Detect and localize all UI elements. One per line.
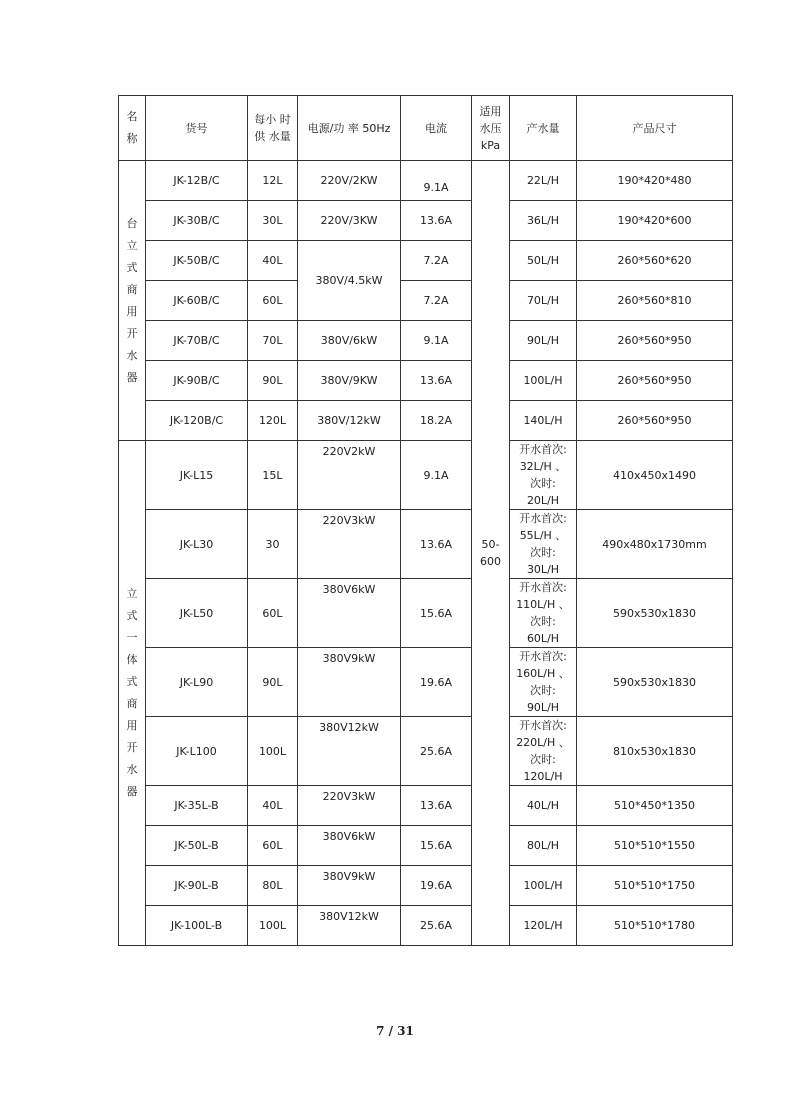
cell-size: 190*420*600 — [577, 201, 733, 241]
cell-output: 120L/H — [510, 906, 577, 946]
table-row — [119, 906, 733, 946]
cell-power: 380V12kW — [298, 717, 401, 786]
table-row — [119, 786, 733, 826]
header-hourly-supply: 每小 时 供 水量 — [248, 96, 298, 161]
table-row — [119, 161, 733, 201]
cell-size: 510*450*1350 — [577, 786, 733, 826]
header-name: 名 称 — [119, 96, 146, 161]
cell-power: 380V/12kW — [298, 401, 401, 441]
cell-model: JK-120B/C — [146, 401, 248, 441]
cell-hourly-supply: 30L — [248, 201, 298, 241]
cell-output: 开水首次: 220L/H 、 次时: 120L/H — [510, 717, 577, 786]
cell-power: 380V/4.5kW — [298, 241, 401, 321]
cell-size: 490x480x1730mm — [577, 510, 733, 579]
cell-current: 19.6A — [401, 866, 472, 906]
cell-current: 25.6A — [401, 717, 472, 786]
cell-hourly-supply: 100L — [248, 717, 298, 786]
category-desktop: 台 立 式 商 用 开 水 器 — [119, 161, 146, 441]
cell-model: JK-70B/C — [146, 321, 248, 361]
cell-model: JK-L100 — [146, 717, 248, 786]
cell-output: 开水首次: 32L/H 、 次时: 20L/H — [510, 441, 577, 510]
header-current: 电流 — [401, 96, 472, 161]
cell-output: 开水首次: 160L/H 、 次时: 90L/H — [510, 648, 577, 717]
cell-current: 9.1A — [401, 321, 472, 361]
cell-model: JK-60B/C — [146, 281, 248, 321]
cell-hourly-supply: 15L — [248, 441, 298, 510]
header-model: 货号 — [146, 96, 248, 161]
cell-model: JK-90B/C — [146, 361, 248, 401]
cell-current: 13.6A — [401, 786, 472, 826]
category-standing: 立 式 一 体 式 商 用 开 水 器 — [119, 441, 146, 946]
cell-hourly-supply: 60L — [248, 826, 298, 866]
cell-power: 380V/6kW — [298, 321, 401, 361]
cell-size: 260*560*950 — [577, 361, 733, 401]
cell-model: JK-L30 — [146, 510, 248, 579]
header-size: 产品尺寸 — [577, 96, 733, 161]
cell-current: 15.6A — [401, 579, 472, 648]
cell-current: 9.1A — [401, 161, 472, 201]
cell-size: 590x530x1830 — [577, 579, 733, 648]
cell-current: 19.6A — [401, 648, 472, 717]
cell-current: 9.1A — [401, 441, 472, 510]
cell-power: 220V3kW — [298, 786, 401, 826]
cell-hourly-supply: 90L — [248, 361, 298, 401]
header-output: 产水量 — [510, 96, 577, 161]
cell-output: 80L/H — [510, 826, 577, 866]
cell-hourly-supply: 12L — [248, 161, 298, 201]
cell-output: 100L/H — [510, 866, 577, 906]
cell-output: 70L/H — [510, 281, 577, 321]
cell-hourly-supply: 120L — [248, 401, 298, 441]
table-row — [119, 826, 733, 866]
header-power: 电源/功 率 50Hz — [298, 96, 401, 161]
table-row — [119, 441, 733, 510]
cell-model: JK-L90 — [146, 648, 248, 717]
cell-output: 开水首次: 55L/H 、 次时: 30L/H — [510, 510, 577, 579]
table-row — [119, 361, 733, 401]
table-row — [119, 510, 733, 579]
cell-hourly-supply: 40L — [248, 241, 298, 281]
cell-current: 25.6A — [401, 906, 472, 946]
cell-current: 7.2A — [401, 241, 472, 281]
cell-power: 380V12kW — [298, 906, 401, 946]
cell-size: 260*560*810 — [577, 281, 733, 321]
table-row — [119, 717, 733, 786]
cell-model: JK-L50 — [146, 579, 248, 648]
cell-output: 100L/H — [510, 361, 577, 401]
header-pressure: 适用 水压 kPa — [472, 96, 510, 161]
cell-current: 18.2A — [401, 401, 472, 441]
cell-size: 190*420*480 — [577, 161, 733, 201]
page-number: 7 / 31 — [376, 1024, 414, 1038]
cell-hourly-supply: 90L — [248, 648, 298, 717]
cell-size: 260*560*950 — [577, 321, 733, 361]
cell-power: 380V6kW — [298, 579, 401, 648]
cell-model: JK-100L-B — [146, 906, 248, 946]
cell-current: 13.6A — [401, 361, 472, 401]
cell-output: 开水首次: 110L/H 、 次时: 60L/H — [510, 579, 577, 648]
cell-output: 140L/H — [510, 401, 577, 441]
cell-hourly-supply: 30 — [248, 510, 298, 579]
cell-power: 220V/2KW — [298, 161, 401, 201]
cell-output: 90L/H — [510, 321, 577, 361]
cell-hourly-supply: 80L — [248, 866, 298, 906]
cell-size: 410x450x1490 — [577, 441, 733, 510]
cell-hourly-supply: 70L — [248, 321, 298, 361]
cell-size: 510*510*1780 — [577, 906, 733, 946]
cell-model: JK-35L-B — [146, 786, 248, 826]
cell-size: 510*510*1750 — [577, 866, 733, 906]
cell-model: JK-90L-B — [146, 866, 248, 906]
cell-hourly-supply: 60L — [248, 281, 298, 321]
cell-model: JK-50B/C — [146, 241, 248, 281]
cell-current: 7.2A — [401, 281, 472, 321]
cell-power: 220V3kW — [298, 510, 401, 579]
table-row — [119, 241, 733, 281]
table-row — [119, 866, 733, 906]
table-row — [119, 401, 733, 441]
cell-output: 22L/H — [510, 161, 577, 201]
cell-model: JK-50L-B — [146, 826, 248, 866]
cell-model: JK-L15 — [146, 441, 248, 510]
cell-current: 15.6A — [401, 826, 472, 866]
cell-model: JK-30B/C — [146, 201, 248, 241]
cell-power: 380V9kW — [298, 648, 401, 717]
cell-power: 380V9kW — [298, 866, 401, 906]
cell-size: 260*560*620 — [577, 241, 733, 281]
table-row — [119, 281, 733, 321]
header-row — [119, 96, 733, 161]
cell-hourly-supply: 40L — [248, 786, 298, 826]
cell-power: 380V/9KW — [298, 361, 401, 401]
cell-output: 40L/H — [510, 786, 577, 826]
cell-output: 50L/H — [510, 241, 577, 281]
cell-size: 810x530x1830 — [577, 717, 733, 786]
cell-size: 510*510*1550 — [577, 826, 733, 866]
cell-power: 380V6kW — [298, 826, 401, 866]
cell-output: 36L/H — [510, 201, 577, 241]
cell-power: 220V/3KW — [298, 201, 401, 241]
cell-model: JK-12B/C — [146, 161, 248, 201]
cell-size: 590x530x1830 — [577, 648, 733, 717]
table-row — [119, 321, 733, 361]
table-row — [119, 201, 733, 241]
cell-current: 13.6A — [401, 201, 472, 241]
cell-hourly-supply: 60L — [248, 579, 298, 648]
cell-size: 260*560*950 — [577, 401, 733, 441]
table-row — [119, 648, 733, 717]
cell-power: 220V2kW — [298, 441, 401, 510]
cell-current: 13.6A — [401, 510, 472, 579]
cell-pressure: 50- 600 — [472, 161, 510, 946]
spec-table — [118, 95, 733, 946]
cell-hourly-supply: 100L — [248, 906, 298, 946]
table-row — [119, 579, 733, 648]
